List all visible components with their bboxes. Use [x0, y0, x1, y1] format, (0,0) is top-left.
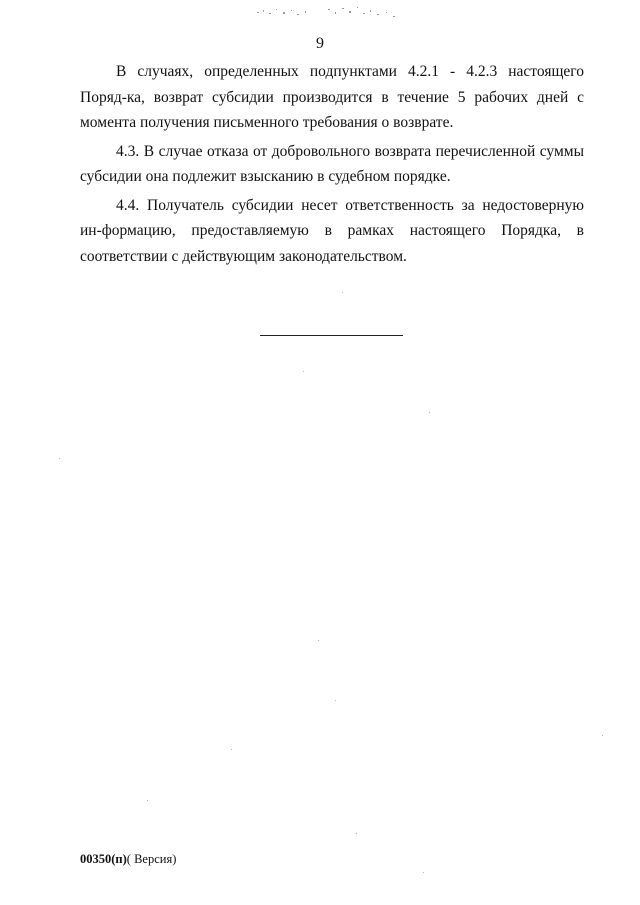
paragraph-4-4: 4.4. Получатель субсидии несет ответственность за недостоверную ин-формацию, предоставляемую в рамках настоящего Порядка, в соответствии с действующим законодательством. [80, 196, 584, 265]
section-divider [260, 335, 403, 336]
paragraph-refund-cases: В случаях, определенных подпунктами 4.2.1 - 4.2.3 настоящего Поряд-ка, возврат субсидии производится в течение 5 рабочих дней с момента получения письменного требования о возврате. [80, 63, 584, 131]
paragraph-4-3: 4.3. В случае отказа от добровольного возврата перечисленной суммы субсидии она подлежит взысканию в судебном порядке. [80, 142, 584, 185]
page-number: 9 [316, 35, 324, 52]
document-footer [80, 851, 176, 867]
footer-version-label: ( Версия) [126, 852, 177, 866]
scan-noise-header [245, 0, 405, 26]
document-body [80, 59, 584, 272]
footer-document-code: 00350(п) [80, 852, 127, 866]
